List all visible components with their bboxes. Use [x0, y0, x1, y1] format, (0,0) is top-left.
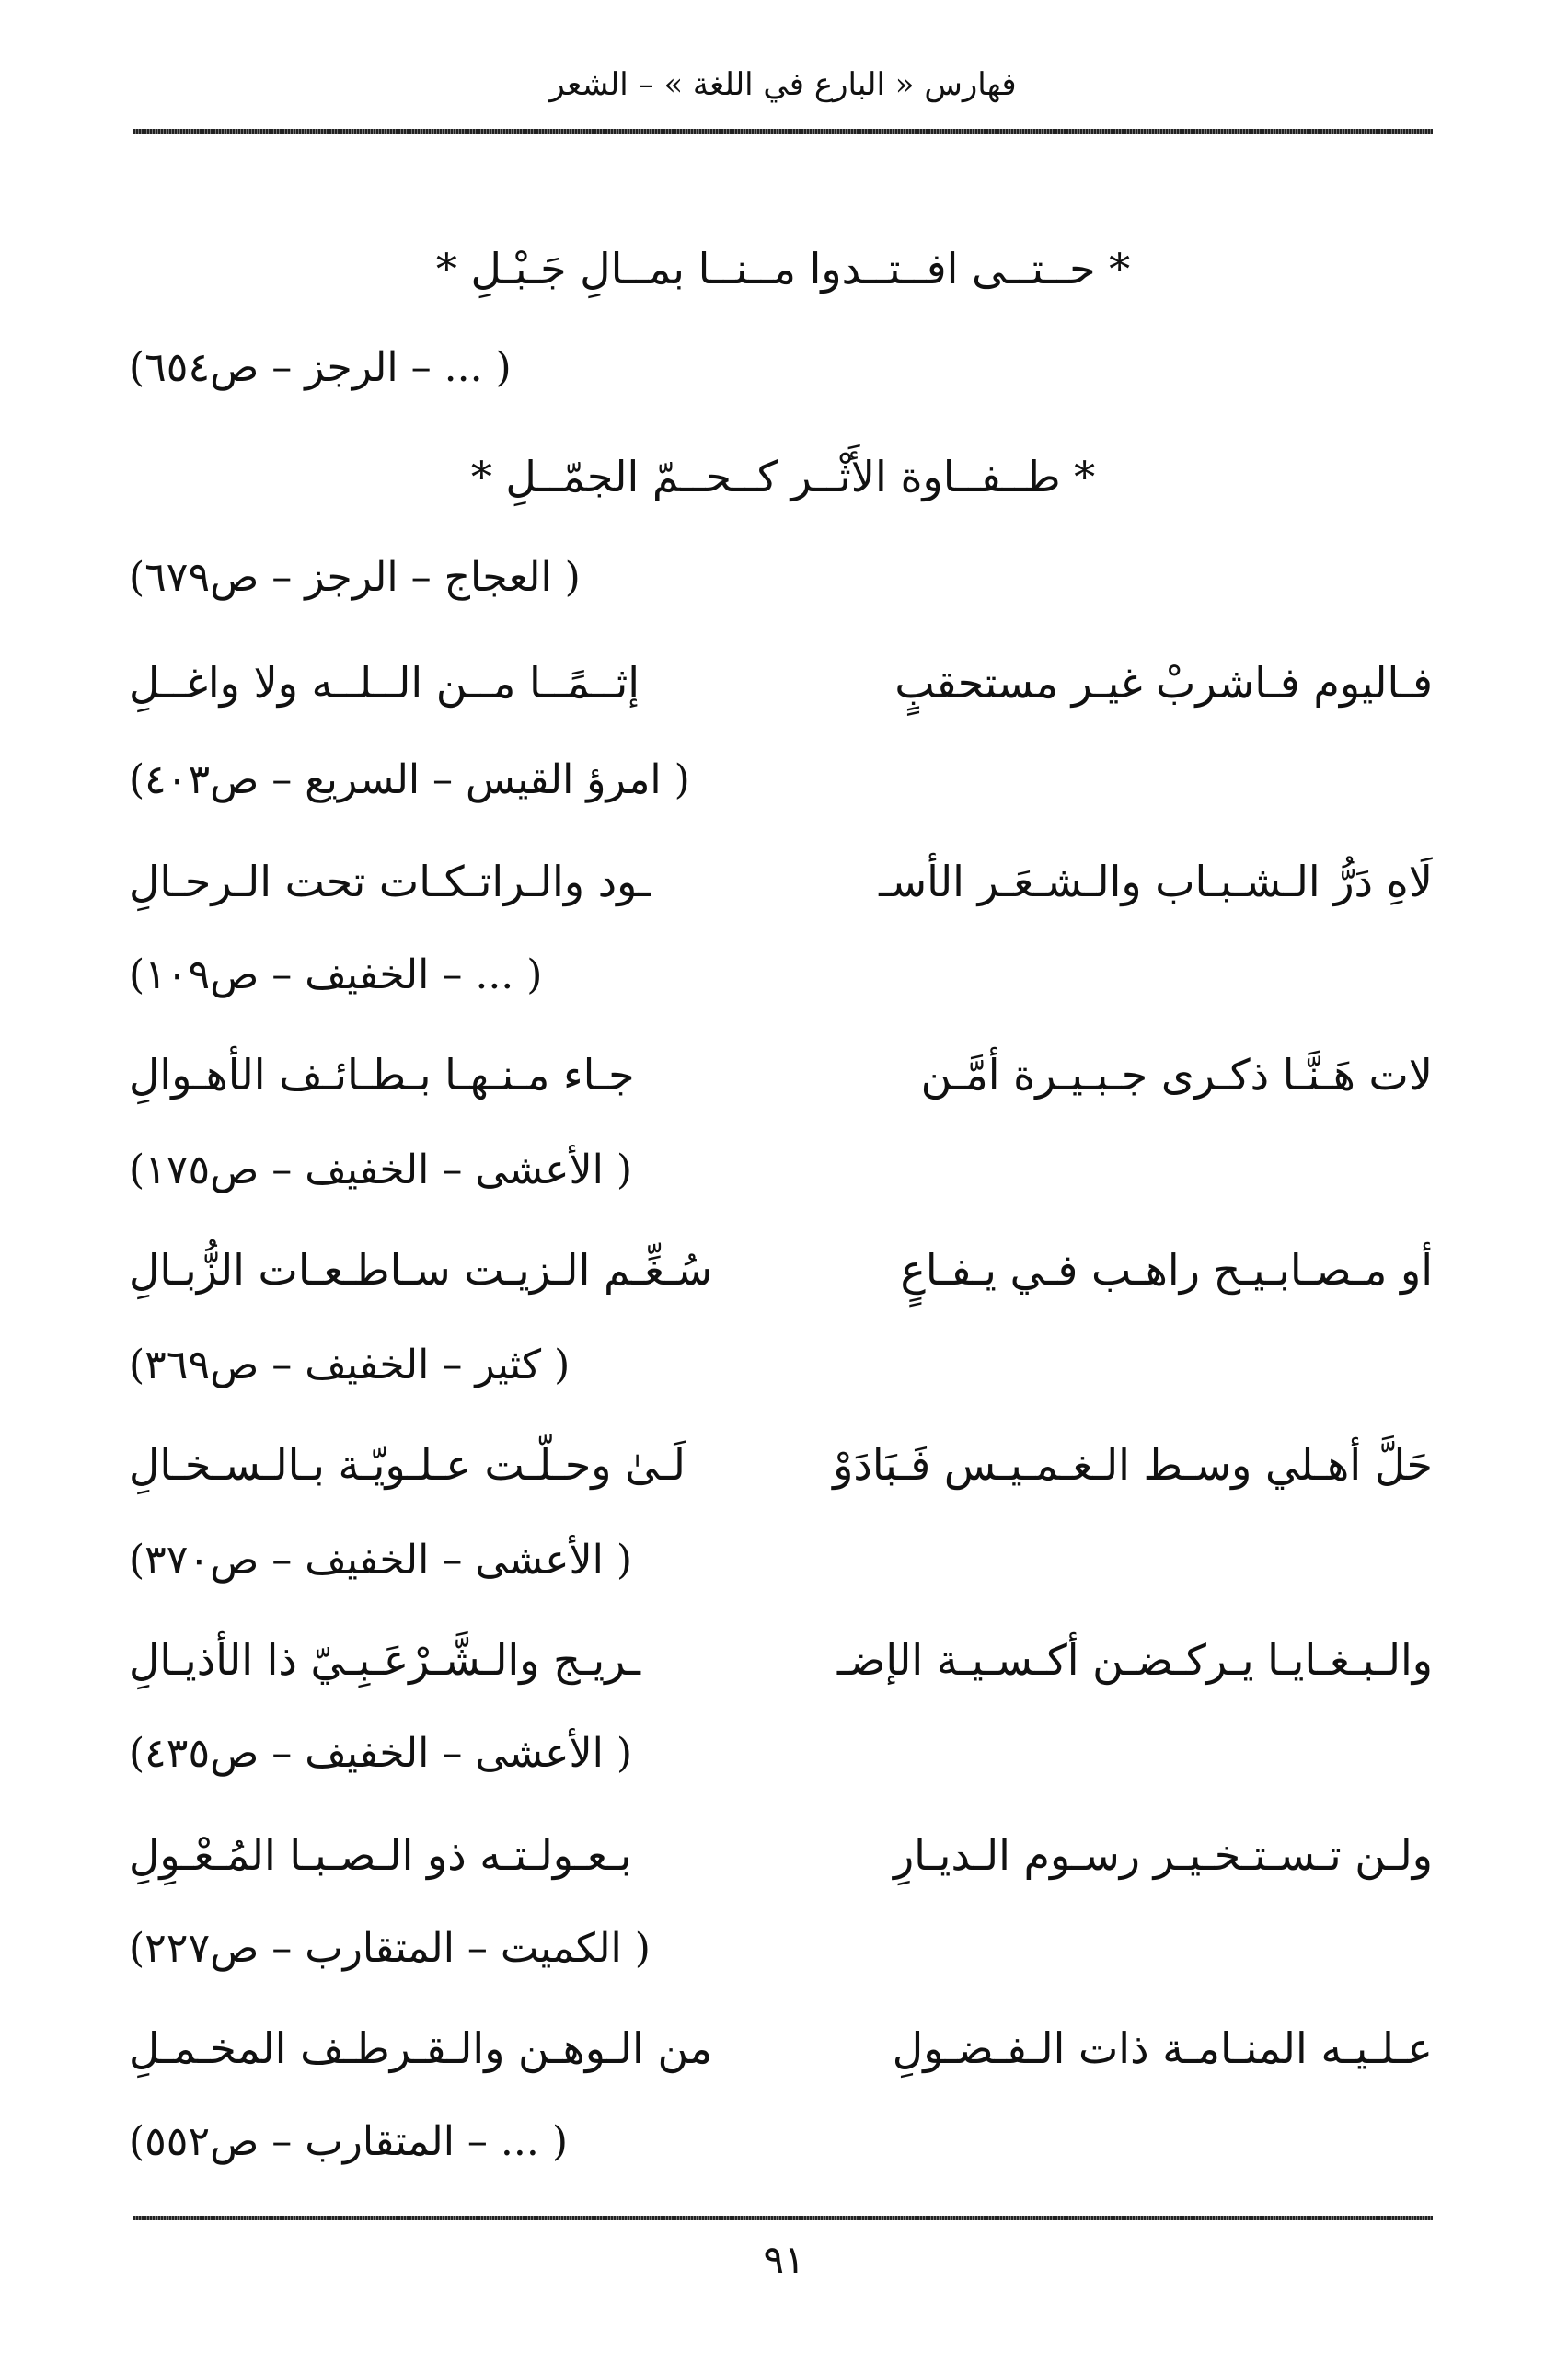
verse-source: ( الأعشى – الخفيف – ص٣٧٠): [129, 1537, 632, 1584]
verse-source: ( امرؤ القيس – السريع – ص٤٠٣): [129, 756, 690, 803]
verse-second-hemistich: لَـىٰ وحـلّـت عـلـويّـة بـالـسـخـالِ: [129, 1440, 686, 1490]
verse-source: ( ... – الخفيف – ص١٠٩): [129, 951, 543, 998]
verse-source: ( العجاج – الرجز – ص٦٧٩): [129, 554, 581, 601]
verse-row: [129, 2011, 1433, 2085]
verse-row: [129, 1818, 1433, 1892]
verse-source: ( كثير – الخفيف – ص٣٦٩): [129, 1342, 571, 1388]
verse-row: [129, 1233, 1433, 1307]
verse-second-hemistich: ـريـج والـشَّـرْعَـبِـيّ ذا الأذيـالِ: [129, 1635, 640, 1685]
verse-first-hemistich: لات هَـنَّـا ذكـرى جـبـيـرة أمَّـن: [920, 1050, 1433, 1100]
verse-first-hemistich: ولـن تـسـتـخـيـر رسـوم الـديـارِ: [893, 1830, 1433, 1880]
verse-source: ( الأعشى – الخفيف – ص٤٣٥): [129, 1730, 632, 1777]
verse-row: [129, 1623, 1433, 1697]
running-header: فهارس « البارع في اللغة » – الشعر: [549, 66, 1017, 103]
verse-first-hemistich: أو مـصـابـيـح راهـب فـي يـفـاعٍ: [900, 1245, 1433, 1295]
hemistich-line: * حــتــى افــتــدوا مــنــا بمــالِ جَـبْـلِ *: [435, 244, 1131, 294]
verse-second-hemistich: بـعـولـتـه ذو الـصـبـا المُـعْـوِلِ: [129, 1830, 632, 1880]
verse-source: ( ... – الرجز – ص٦٥٤): [129, 344, 512, 391]
verse-source: ( الكميت – المتقارب – ص٢٢٧): [129, 1925, 651, 1972]
page-number: ٩١: [763, 2237, 805, 2282]
verse-row: [129, 1428, 1433, 1502]
hemistich-line: * طــفــاوة الأَثْــر كــحــمّ الجمّــلِ *: [470, 452, 1096, 501]
verse-second-hemistich: إثــمًــا مــن الــلــه ولا واغــلِ: [129, 658, 640, 708]
verse-source: ( الأعشى – الخفيف – ص١٧٥): [129, 1146, 632, 1193]
header-rule: [133, 129, 1433, 134]
verse-row: [129, 1038, 1433, 1112]
verse-second-hemistich: من الـوهـن والـقـرطـف المخـمـلِ: [129, 2023, 713, 2073]
verse-second-hemistich: جـاء مـنـهـا بـطـائـف الأهـوالِ: [129, 1050, 635, 1100]
verse-first-hemistich: والـبـغـايـا يـركـضـن أكـسـيـة الإضـ: [836, 1635, 1433, 1685]
verse-first-hemistich: لَاهِ دَرُّ الـشـبـاب والـشـعَـر الأسـ: [879, 857, 1433, 906]
verse-first-hemistich: عـلـيـه المنـامـة ذات الـفـضـولِ: [892, 2023, 1433, 2073]
verse-row: [129, 845, 1433, 918]
verse-first-hemistich: فـاليوم فـاشربْ غيـر مستحقبٍ: [894, 658, 1433, 708]
verse-second-hemistich: سُـغِّـم الـزيـت سـاطـعـات الزُّبـالِ: [129, 1245, 713, 1295]
footer-rule: [133, 2216, 1433, 2220]
verse-first-hemistich: حَلَّ أهـلي وسـط الـغـمـيـس فَـبَادَوْ: [833, 1440, 1433, 1490]
verse-second-hemistich: ـود والـراتـكـات تحت الـرحـالِ: [129, 857, 651, 906]
verse-source: ( ... – المتقارب – ص٥٥٢): [129, 2118, 569, 2165]
verse-row: [129, 646, 1433, 720]
